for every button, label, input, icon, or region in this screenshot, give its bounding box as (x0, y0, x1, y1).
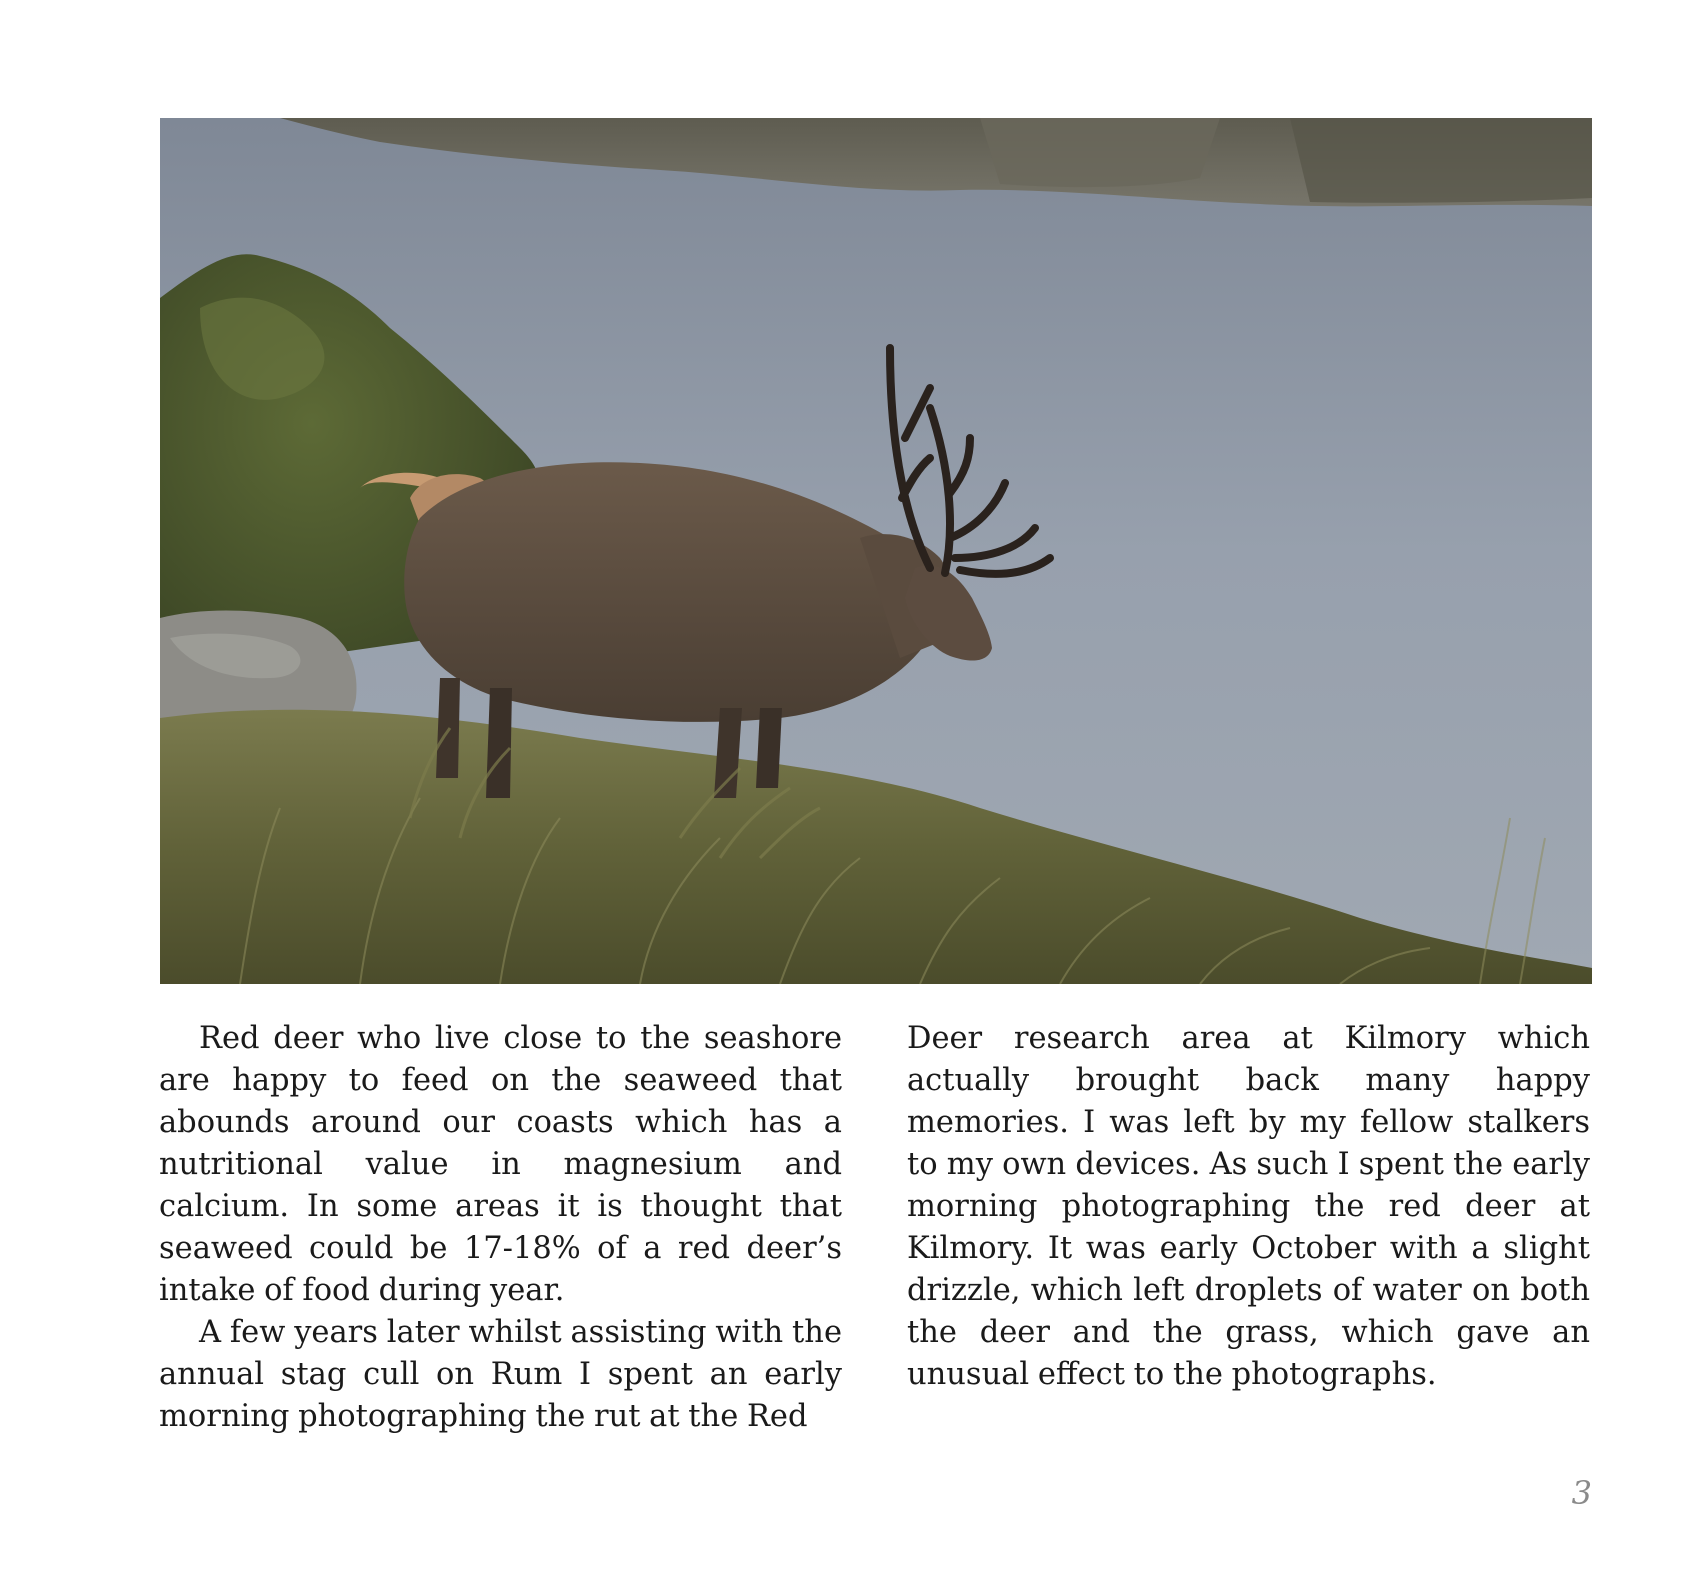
photo-illustration (160, 118, 1592, 984)
right-column (907, 1018, 1590, 1396)
left-column (159, 1018, 842, 1438)
page-number: 3 (1571, 1474, 1592, 1512)
red-deer-photo (160, 118, 1592, 984)
paragraph: A few years later whilst assisting with the annual stag cull on Rum I spent an early morning photographing the rut at the Red (159, 1315, 842, 1434)
paragraph: Deer research area at Kilmory which actually brought back many happy memories. I was left by my fellow stalkers to my own devices. As such I spent the early morning photographing the red deer at Kilmory. It was early October with a slight drizzle, which left droplets of water on both the deer and the grass, which gave an unusual effect to the photographs. (907, 1021, 1590, 1392)
text-columns (159, 1018, 1591, 1438)
paragraph: Red deer who live close to the seashore are happy to feed on the seaweed that abounds around our coasts which has a nutritional value in magnesium and calcium. In some areas it is thought that seaweed could be 17-18% of a red deer’s intake of food during year. (159, 1021, 842, 1308)
